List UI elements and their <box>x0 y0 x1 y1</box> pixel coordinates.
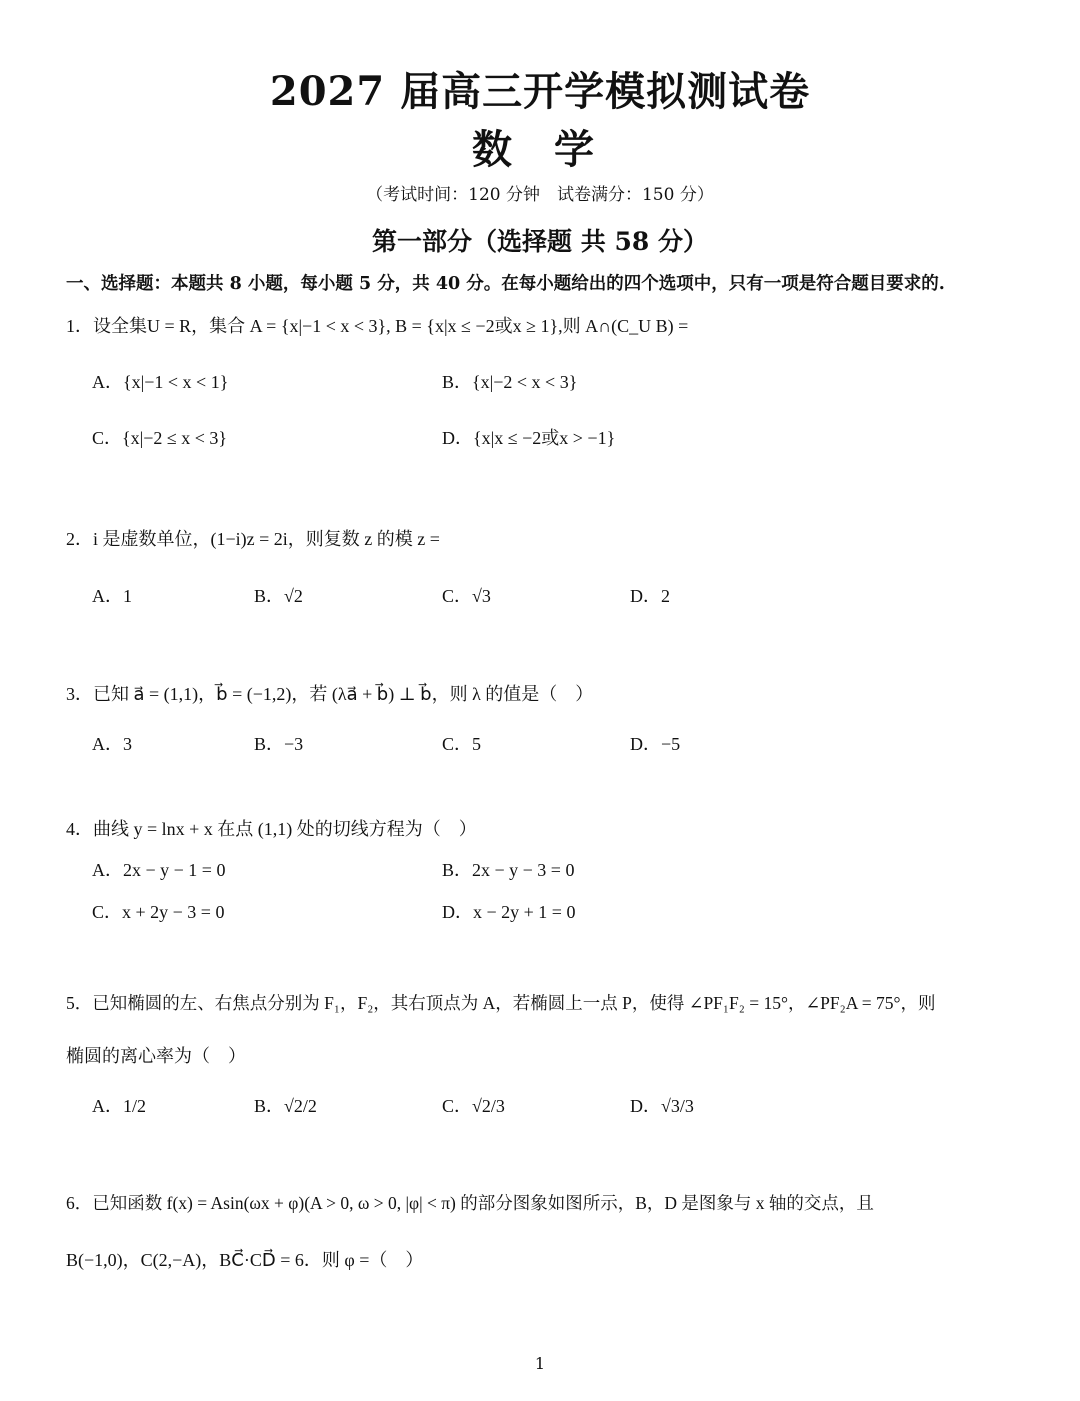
question-5-stem-continued: 椭圆的离心率为（ ） <box>66 1046 246 1066</box>
question-3-option-c: C．5 <box>442 734 482 754</box>
exam-title: 2027 届高三开学模拟测试卷 <box>269 68 811 115</box>
question-4-option-b: B．2x − y − 3 = 0 <box>442 860 575 880</box>
question-2-option-c: C．√3 <box>442 586 491 606</box>
question-3-option-a: A．3 <box>92 734 132 754</box>
question-2-option-a: A．1 <box>92 586 132 606</box>
question-6-stem: 6．已知函数 f(x) = Asin(ωx + φ)(A > 0, ω > 0, |φ| < π) 的部分图象如图所示，B，D 是图象与 x 轴的交点，且 <box>66 1193 874 1213</box>
section-instructions: 一、选择题：本题共 8 小题，每小题 5 分，共 40 分。在每小题给出的四个选项中，只有一项是符合题目要求的. <box>66 274 945 294</box>
question-3-option-b: B．−3 <box>254 734 304 754</box>
part-title: 第一部分（选择题 共 58 分） <box>372 227 708 256</box>
question-5-option-d: D．√3/3 <box>630 1096 694 1116</box>
exam-info: （考试时间：120 分钟 试卷满分：150 分） <box>366 185 714 205</box>
question-2-option-b: B．√2 <box>254 586 303 606</box>
question-1-option-c: C．{x|−2 ≤ x < 3} <box>92 428 228 448</box>
question-5-stem: 5．已知椭圆的左、右焦点分别为 F₁，F₂，其右顶点为 A，若椭圆上一点 P，使得 ∠PF₁F₂ = 15°，∠PF₂A = 75°，则 <box>66 993 936 1013</box>
subject-title: 数 学 <box>472 126 608 173</box>
question-1-option-d: D．{x|x ≤ −2或x > −1} <box>442 428 616 448</box>
question-5-option-b: B．√2/2 <box>254 1096 317 1116</box>
question-4-option-c: C．x + 2y − 3 = 0 <box>92 902 225 922</box>
question-4-stem: 4．曲线 y = lnx + x 在点 (1,1) 处的切线方程为（ ） <box>66 819 477 839</box>
question-1-stem: 1．设全集U = R，集合 A = {x|−1 < x < 3}, B = {x|x ≤ −2或x ≥ 1},则 A∩(C_U B) = <box>66 316 689 336</box>
question-4-option-d: D．x − 2y + 1 = 0 <box>442 902 576 922</box>
question-3-option-d: D．−5 <box>630 734 681 754</box>
question-1-option-b: B．{x|−2 < x < 3} <box>442 372 578 392</box>
question-5-option-c: C．√2/3 <box>442 1096 505 1116</box>
page-number: 1 <box>534 1354 546 1373</box>
question-2-option-d: D．2 <box>630 586 670 606</box>
question-4-option-a: A．2x − y − 1 = 0 <box>92 860 226 880</box>
question-3-stem: 3．已知 a⃗ = (1,1)，b⃗ = (−1,2)，若 (λa⃗ + b⃗) ⊥ b⃗，则 λ 的值是（ ） <box>66 684 594 704</box>
question-5-option-a: A．1/2 <box>92 1096 146 1116</box>
question-6-stem-continued: B(−1,0)，C(2,−A)，BC⃗·CD⃗ = 6．则 φ =（ ） <box>66 1250 424 1270</box>
question-1-option-a: A．{x|−1 < x < 1} <box>92 372 229 392</box>
question-2-stem: 2．i 是虚数单位，(1−i)z = 2i，则复数 z 的模 z = <box>66 529 440 549</box>
